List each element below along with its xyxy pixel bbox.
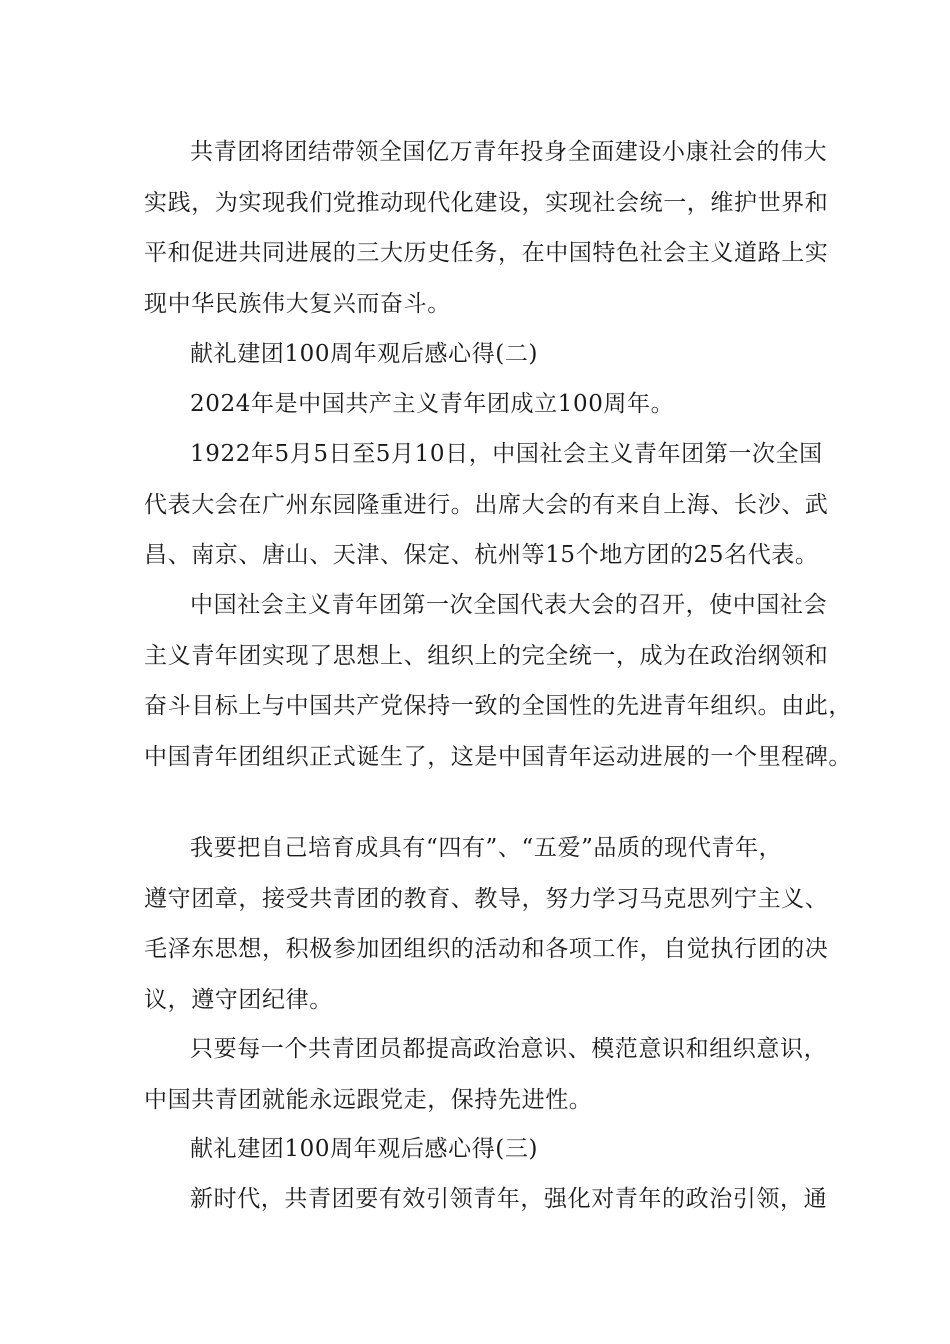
section-heading-3 (144, 1124, 820, 1175)
text-line: 新时代，共青团要有效引领青年，强化对青年的政治引领，通 (190, 1186, 828, 1212)
text-line: 现中华民族伟大复兴而奋斗。 (144, 290, 451, 317)
text-line: 共青团将团结带领全国亿万青年投身全面建设小康社会的伟大 (190, 139, 828, 165)
text-line: 中国共青团就能永远跟党走，保持先进性。 (144, 1086, 593, 1113)
text-line: 中国社会主义青年团第一次全国代表大会的召开，使中国社会 (190, 592, 828, 618)
section-heading-2 (144, 329, 820, 380)
text-line: 遵守团章，接受共青团的教育、教导，努力学习马克思列宁主义、 (144, 885, 829, 912)
text-line: 我要把自己培育成具有“四有”、“五爱”品质的现代青年， (190, 835, 783, 861)
text-line: 献礼建团100周年观后感心得(三) (190, 1136, 539, 1162)
paragraph-3 (144, 429, 829, 581)
text-line: 只要每一个共青团员都提高政治意识、模范意识和组织意识， (190, 1036, 828, 1062)
paragraph-6 (144, 1024, 828, 1125)
text-line: 主义青年团实现了思想上、组织上的完全统一，成为在政治纲领和 (144, 642, 829, 669)
paragraph-1 (144, 127, 829, 329)
paragraph-2 (144, 379, 820, 430)
paragraph-7 (144, 1174, 828, 1225)
text-line: 昌、南京、唐山、天津、保定、杭州等15个地方团的25名代表。 (144, 542, 819, 568)
text-line: 平和促进共同进展的三大历史任务，在中国特色社会主义道路上实 (144, 240, 829, 266)
text-line: 1922年5月5日至5月10日，中国社会主义青年团第一次全国 (190, 441, 823, 467)
text-line: 2024年是中国共产主义青年团成立100周年。 (190, 391, 675, 417)
paragraph-5 (144, 823, 829, 1025)
text-line: 中国青年团组织正式诞生了，这是中国青年运动进展的一个里程碑。 (144, 743, 852, 770)
text-line: 奋斗目标上与中国共产党保持一致的全国性的先进青年组织。由此， (144, 693, 852, 719)
text-line: 献礼建团100周年观后感心得(二) (190, 341, 539, 367)
paragraph-4 (144, 580, 852, 782)
text-line: 实践，为实现我们党推动现代化建设，实现社会统一，维护世界和 (144, 189, 829, 216)
text-line: 议，遵守团纪律。 (144, 986, 333, 1013)
text-line: 毛泽东思想，积极参加团组织的活动和各项工作，自觉执行团的决 (144, 936, 829, 962)
text-line: 代表大会在广州东园隆重进行。出席大会的有来自上海、长沙、武 (144, 491, 829, 518)
